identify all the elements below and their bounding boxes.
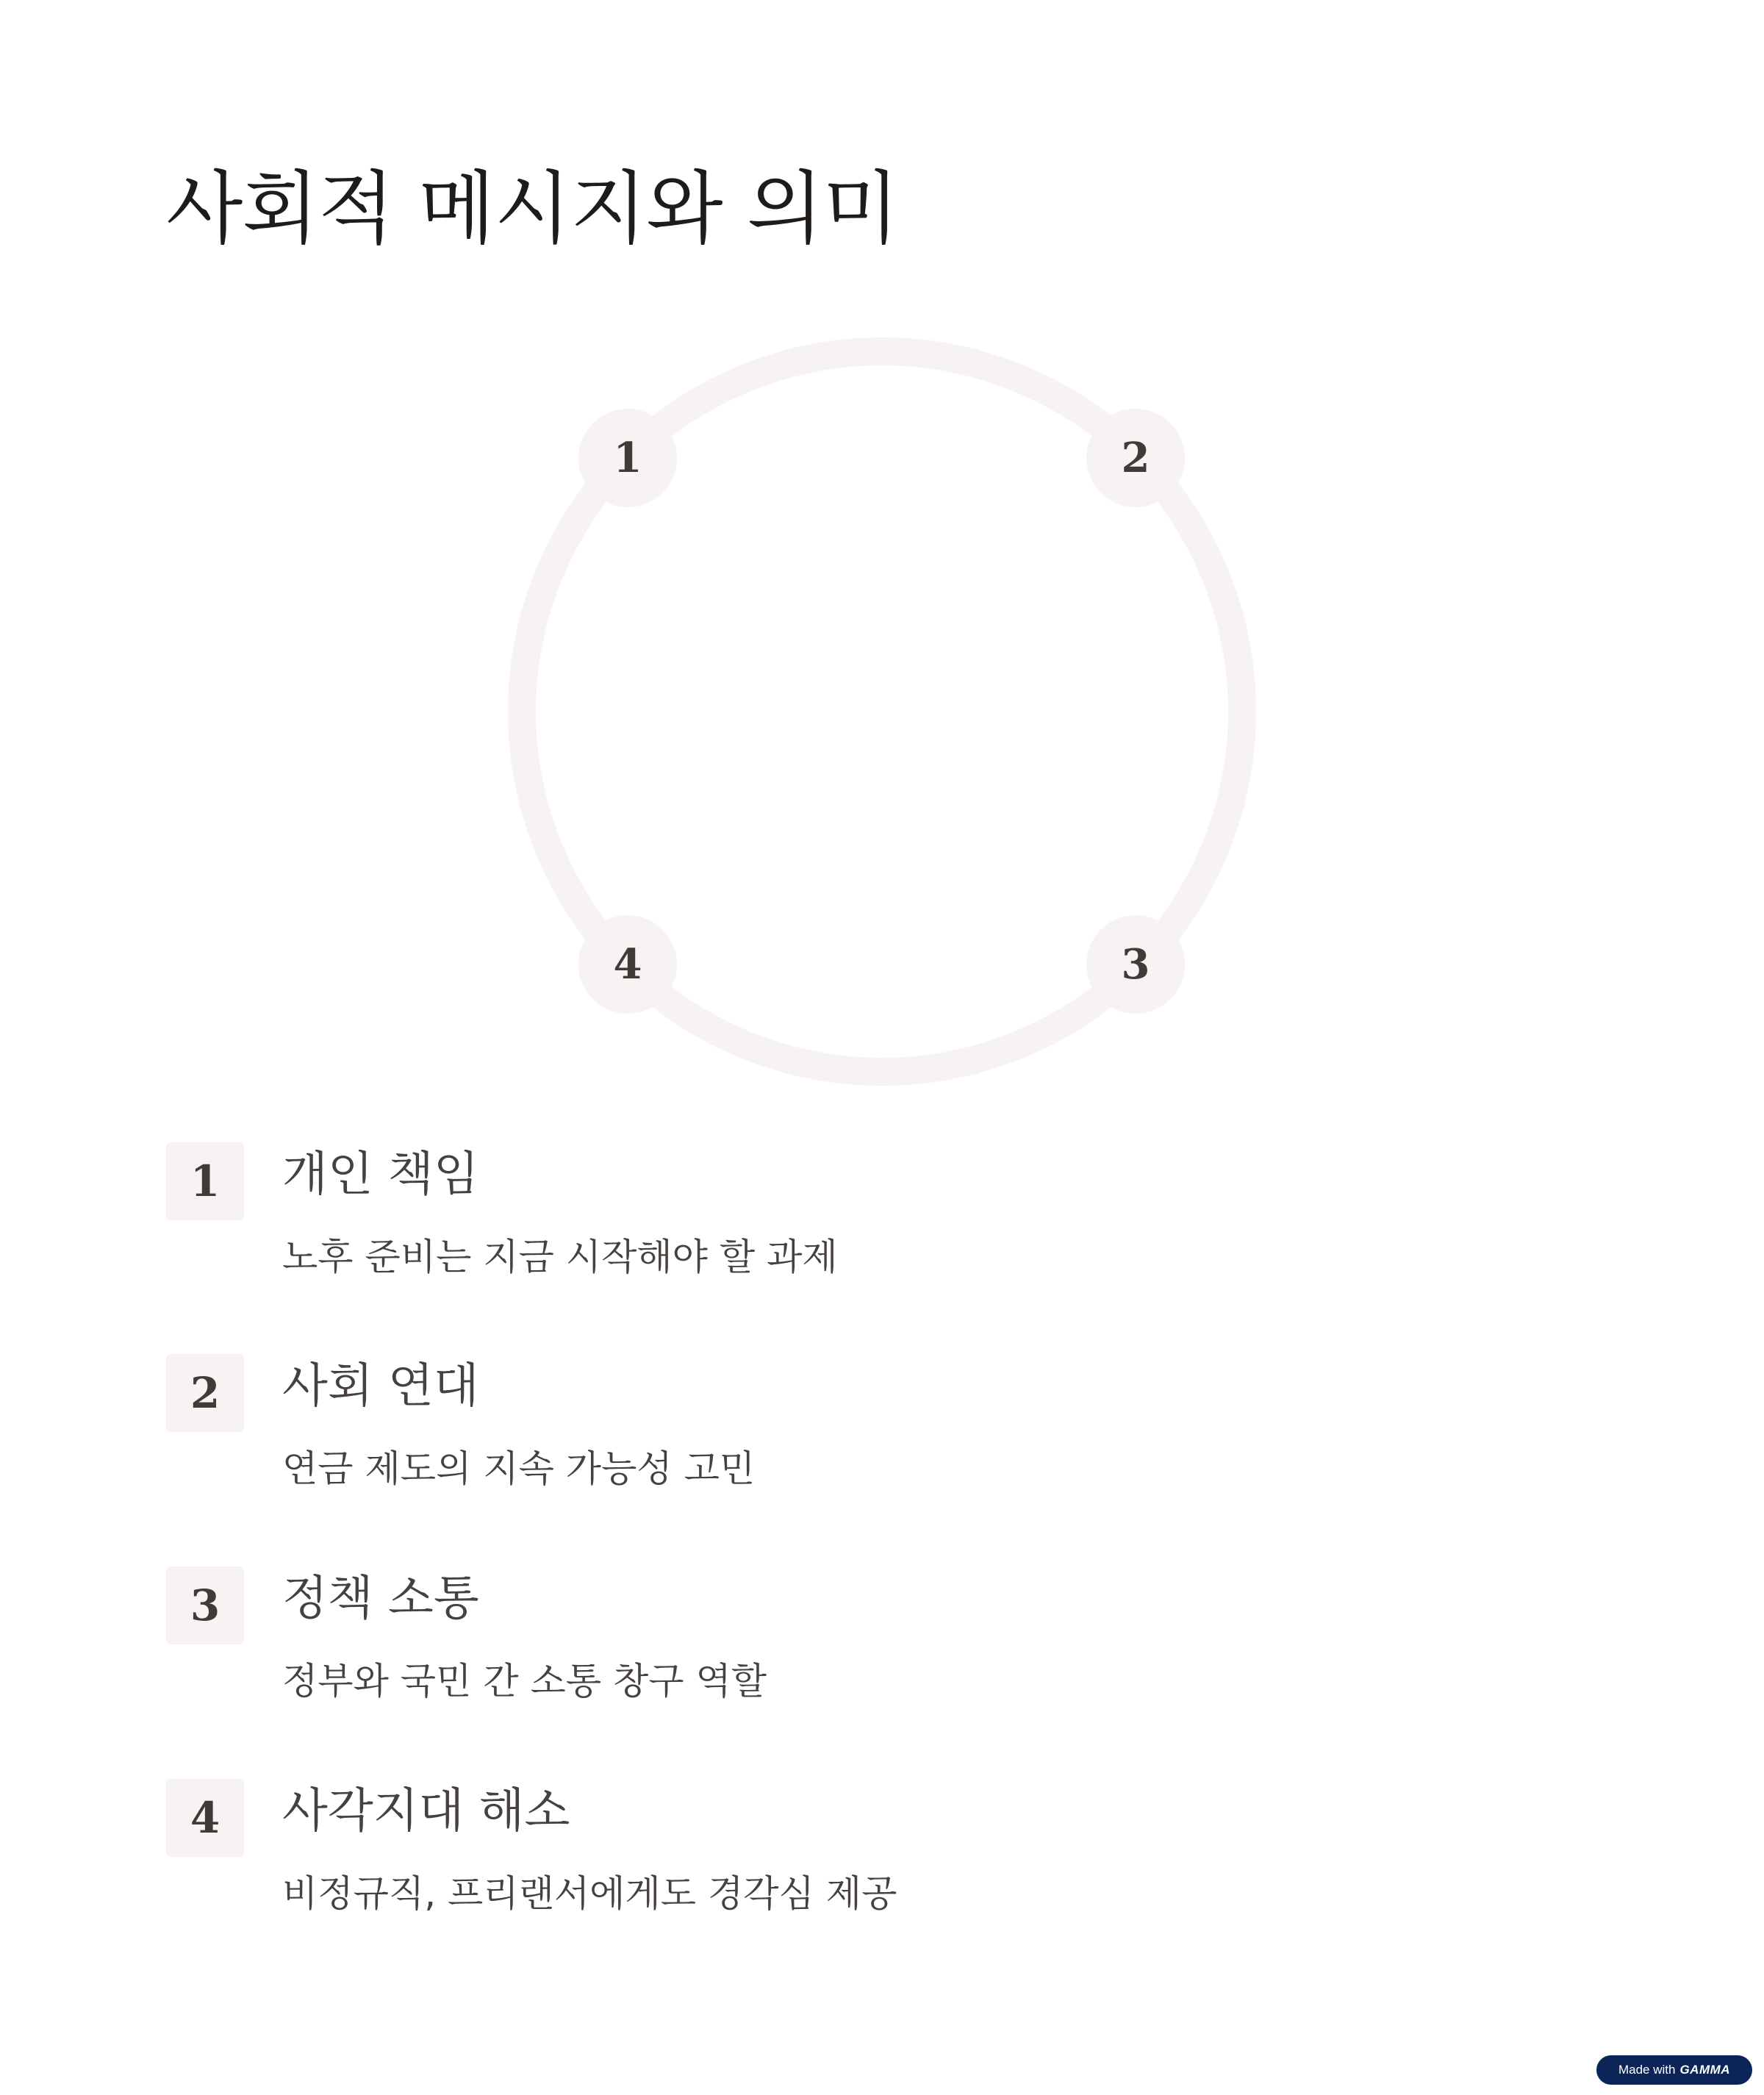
item-number-badge: 3: [166, 1566, 244, 1644]
item-title: 개인 책임: [282, 1147, 479, 1202]
cycle-node-4: 4: [578, 915, 677, 1014]
item-number-badge: 4: [166, 1779, 244, 1857]
cycle-node-2: 2: [1086, 409, 1185, 507]
item-description: 정부와 국민 간 소통 창구 역할: [282, 1660, 767, 1702]
item-number-badge: 1: [166, 1142, 244, 1220]
made-with-gamma-badge[interactable]: [1596, 2055, 1752, 2085]
made-with-label: Made with: [1618, 2063, 1676, 2077]
item-description: 연금 제도의 지속 가능성 고민: [282, 1447, 756, 1490]
cycle-diagram: [507, 337, 1257, 1086]
cycle-node-1: 1: [578, 409, 677, 507]
cycle-node-3: 3: [1086, 915, 1185, 1014]
item-number-badge: 2: [166, 1354, 244, 1432]
page-title: 사회적 메시지와 의미: [166, 163, 899, 255]
list-item: [166, 1354, 1563, 1523]
item-title: 사각지대 해소: [282, 1784, 570, 1838]
item-description: 노후 준비는 지금 시작해야 할 과제: [282, 1236, 838, 1278]
item-description: 비정규직, 프리랜서에게도 경각심 제공: [282, 1872, 897, 1915]
item-title: 사회 연대: [282, 1359, 479, 1414]
gamma-logo: GAMMA: [1679, 2063, 1731, 2077]
list-item: [166, 1779, 1563, 1948]
list-item: [166, 1142, 1563, 1311]
list-item: [166, 1566, 1563, 1736]
item-title: 정책 소통: [282, 1572, 479, 1626]
